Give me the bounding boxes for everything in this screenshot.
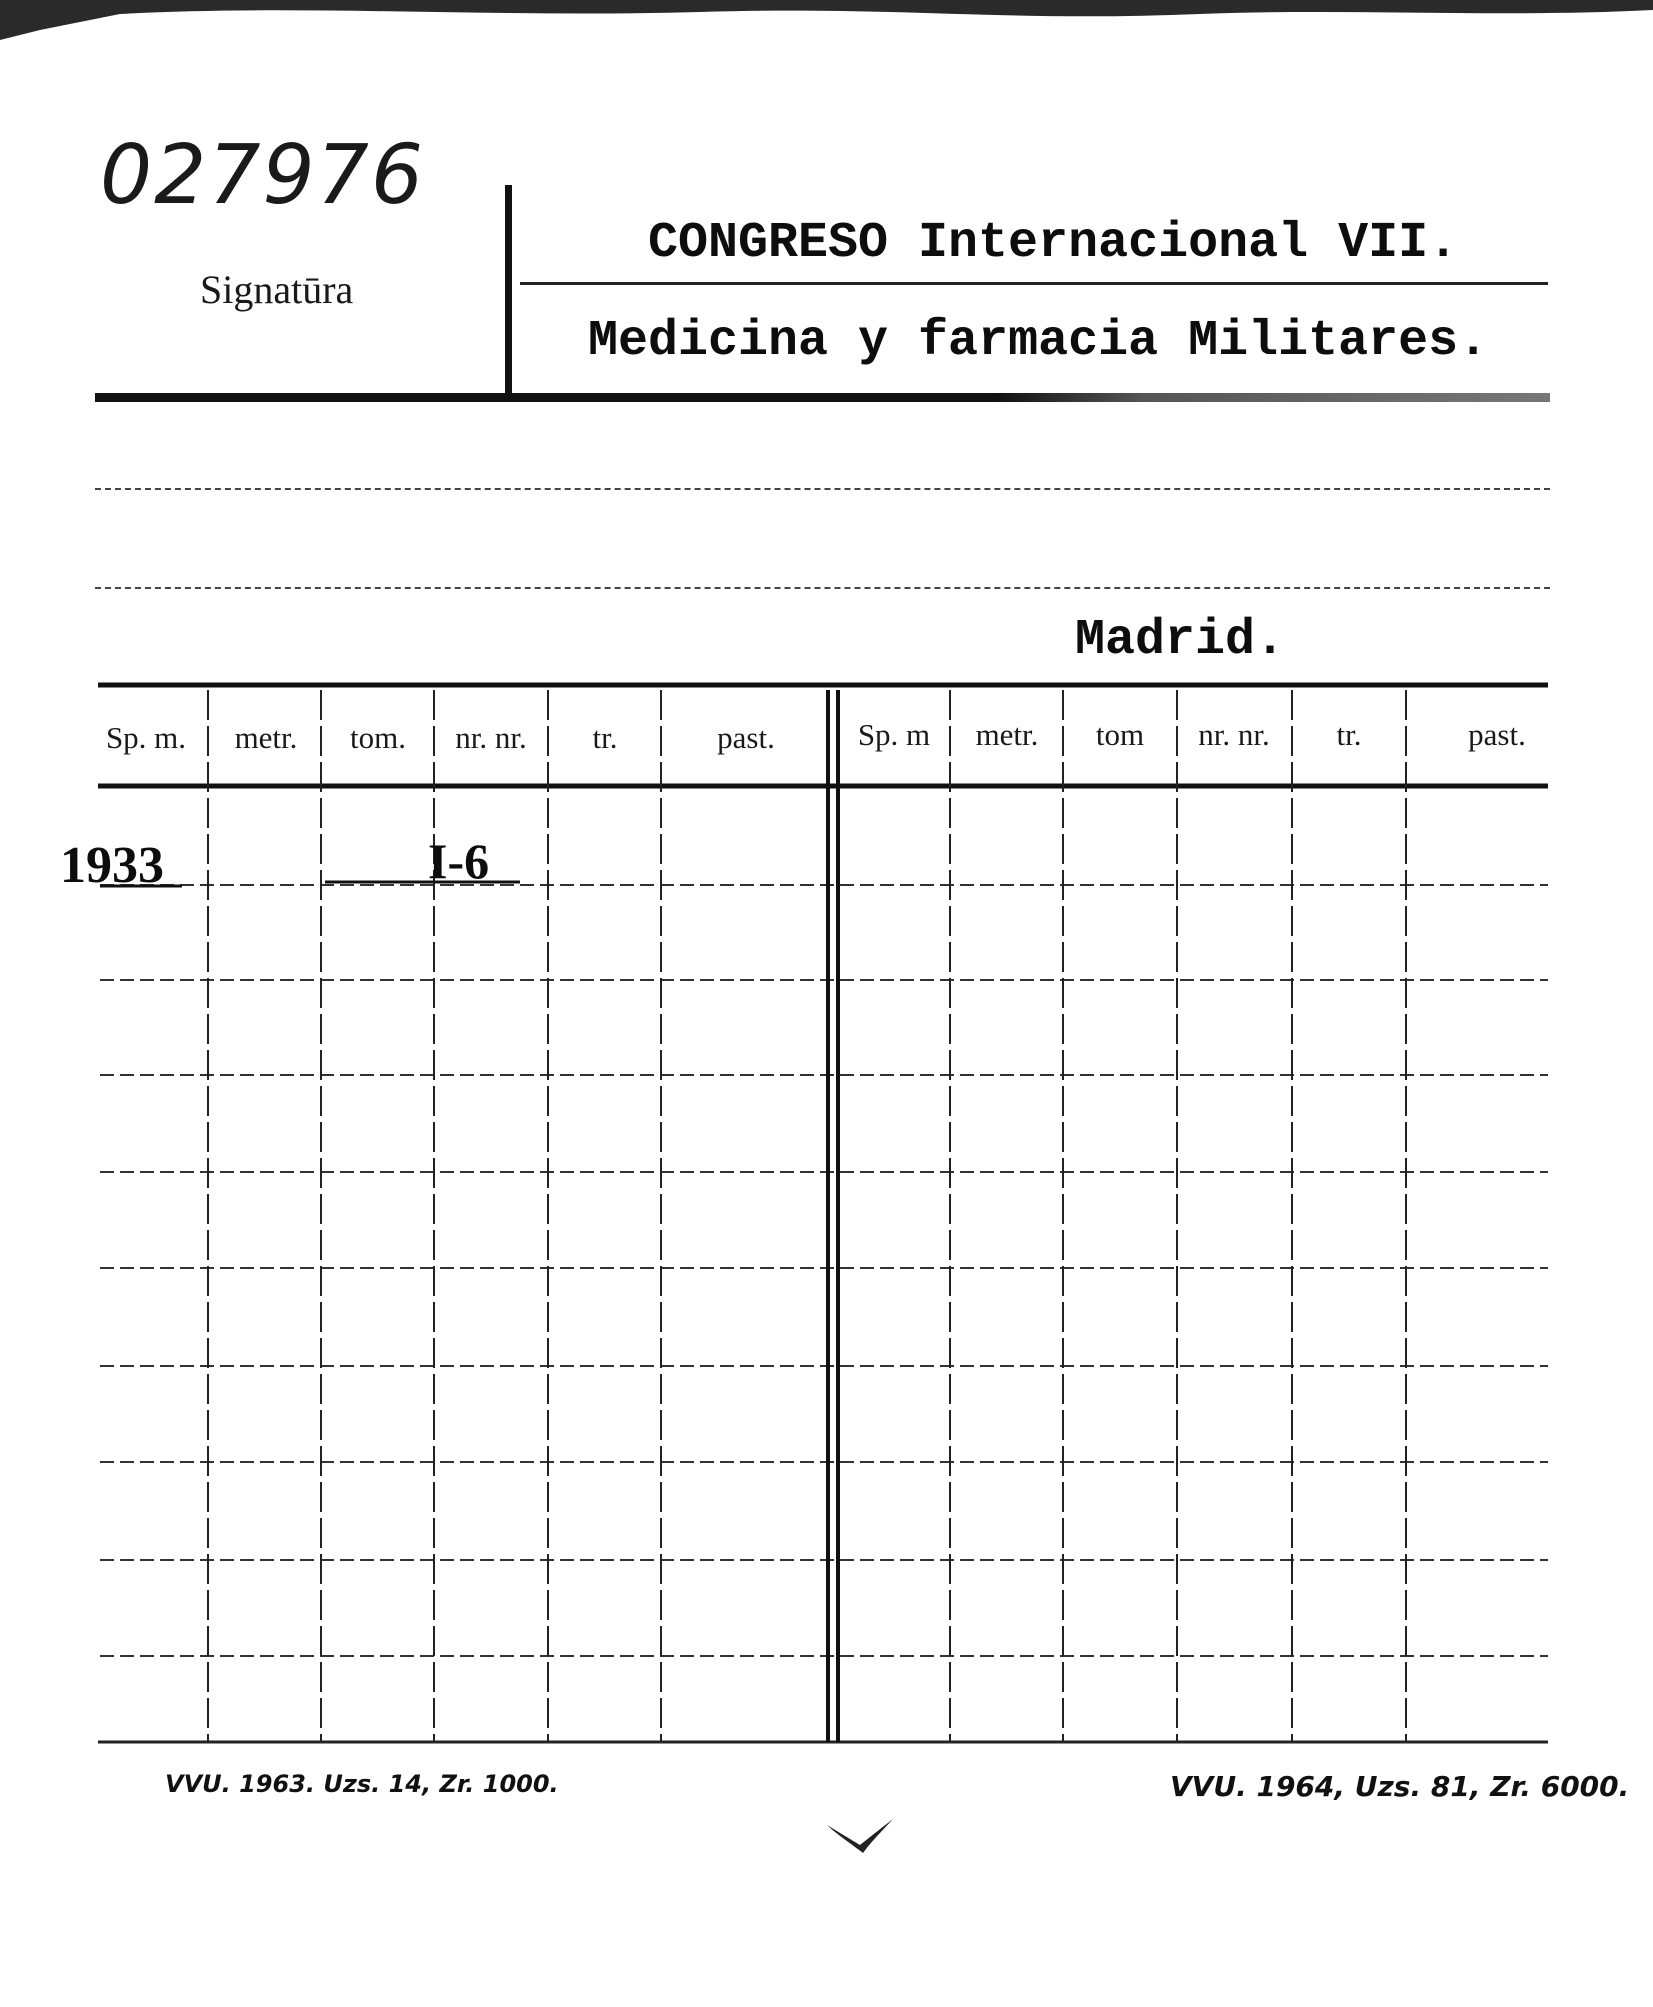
header-left-sp-m: Sp. m. xyxy=(105,720,187,755)
title-line-1: CONGRESO Internacional VII. xyxy=(648,215,1459,272)
footer-right-note: VVU. 1964, Uzs. 81, Zr. 6000. xyxy=(1170,1770,1630,1803)
grid-column-lines xyxy=(208,690,1406,1742)
table-headers xyxy=(106,717,1526,755)
signature-label: Signatūra xyxy=(200,267,354,312)
header-left-metr: metr. xyxy=(234,720,298,755)
header-left-tr: tr. xyxy=(592,720,618,755)
row1-nr-nr-value: I-6 xyxy=(428,833,490,889)
header-left-nr-nr: nr. nr. xyxy=(455,720,527,755)
row1-sp-m-value: 1933 xyxy=(60,837,164,894)
header-right-sp-m: Sp. m xyxy=(857,717,931,752)
check-mark-icon xyxy=(825,1815,895,1855)
footer-left-note: VVU. 1963. Uzs. 14, Zr. 1000. xyxy=(165,1770,559,1798)
header-right-nr-nr: nr. nr. xyxy=(1198,717,1270,752)
title-line-2: Medicina y farmacia Militares. xyxy=(588,313,1489,370)
header-right-metr: metr. xyxy=(975,717,1039,752)
grid-row-lines xyxy=(100,885,1548,1656)
header-left-past: past. xyxy=(717,720,775,755)
signature-number: 027976 xyxy=(100,128,426,223)
place-of-publication: Madrid. xyxy=(1075,612,1286,669)
header-right-tom: tom xyxy=(1095,717,1145,752)
header-right-tr: tr. xyxy=(1336,717,1362,752)
header-left-tom: tom. xyxy=(350,720,406,755)
header-right-past: past. xyxy=(1468,717,1526,752)
